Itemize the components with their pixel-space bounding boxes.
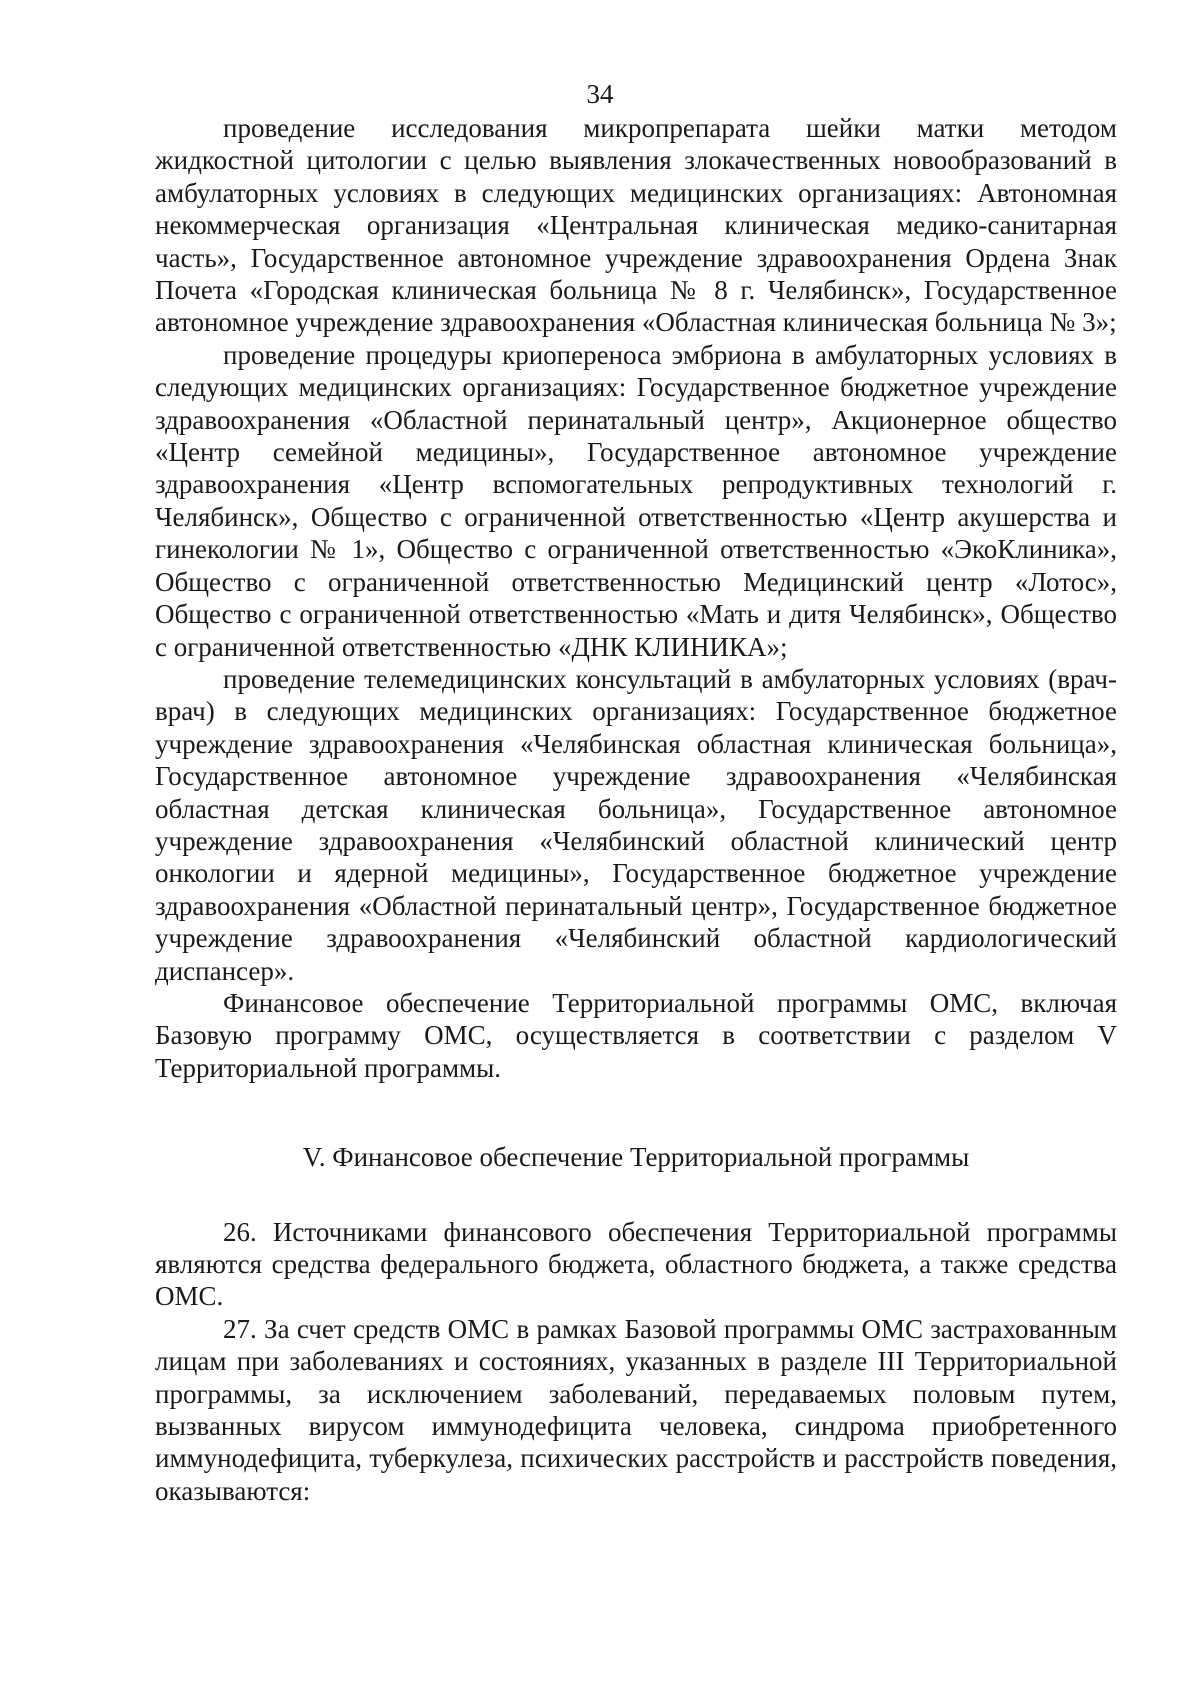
paragraph-item-26: 26. Источниками финансового обеспечения Территориальной программы являются средства федерального бюджета, областного бюджета, а также средства ОМС. [155,1216,1117,1312]
section-heading: V. Финансовое обеспечение Территориальной программы [302,1142,970,1173]
page-number: 34 [586,79,614,109]
document-body [155,112,1117,1507]
paragraph-cryotransfer: проведение процедуры криопереноса эмбриона в амбулаторных условиях в следующих медицинских организациях: Государственное бюджетное учреждение здравоохранения «Областной перинатальный центр», Акционерное общество «Центр семейной медицины», Государственное автономное учреждение здравоохранения «Центр вспомогательных репродуктивных технологий г. Челябинск», Общество с ограниченной ответственностью «Центр акушерства и гинекологии № 1», Общество с ограниченной ответственностью «ЭкоКлиника», Общество с ограниченной ответственностью Медицинский центр «Лотос», Общество с ограниченной ответственностью «Мать и дитя Челябинск», Общество с ограниченной ответственностью «ДНК КЛИНИКА»; [155,339,1117,662]
paragraph-item-27: 27. За счет средств ОМС в рамках Базовой программы ОМС застрахованным лицам при заболеваниях и состояниях, указанных в разделе III Территориальной программы, за исключением заболеваний, передаваемых половым путем, вызванных вирусом иммунодефицита человека, синдрома приобретенного иммунодефицита, туберкулеза, психических расстройств и расстройств поведения, оказываются: [155,1313,1117,1506]
paragraph-telemedicine: проведение телемедицинских консультаций в амбулаторных условиях (врач-врач) в следующих медицинских организациях: Государственное бюджетное учреждение здравоохранения «Челябинская областная клиническая больница», Государственное автономное учреждение здравоохранения «Челябинская областная детская клиническая больница», Государственное автономное учреждение здравоохранения «Челябинский областной клинический центр онкологии и ядерной медицины», Государственное бюджетное учреждение здравоохранения «Областной перинатальный центр», Государственное бюджетное учреждение здравоохранения «Челябинский областной кардиологический диспансер». [155,663,1117,986]
paragraph-financing-oms: Финансовое обеспечение Территориальной программы ОМС, включая Базовую программу ОМС, осуществляется в соответствии с разделом V Территориальной программы. [155,987,1117,1083]
paragraph-cytology: проведение исследования микропрепарата шейки матки методом жидкостной цитологии с целью выявления злокачественных новообразований в амбулаторных условиях в следующих медицинских организациях: Автономная некоммерческая организация «Центральная клиническая медико-санитарная часть», Государственное автономное учреждение здравоохранения Ордена Знак Почета «Городская клиническая больница № 8 г. Челябинск», Государственное автономное учреждение здравоохранения «Областная клиническая больница № 3»; [155,113,1117,338]
